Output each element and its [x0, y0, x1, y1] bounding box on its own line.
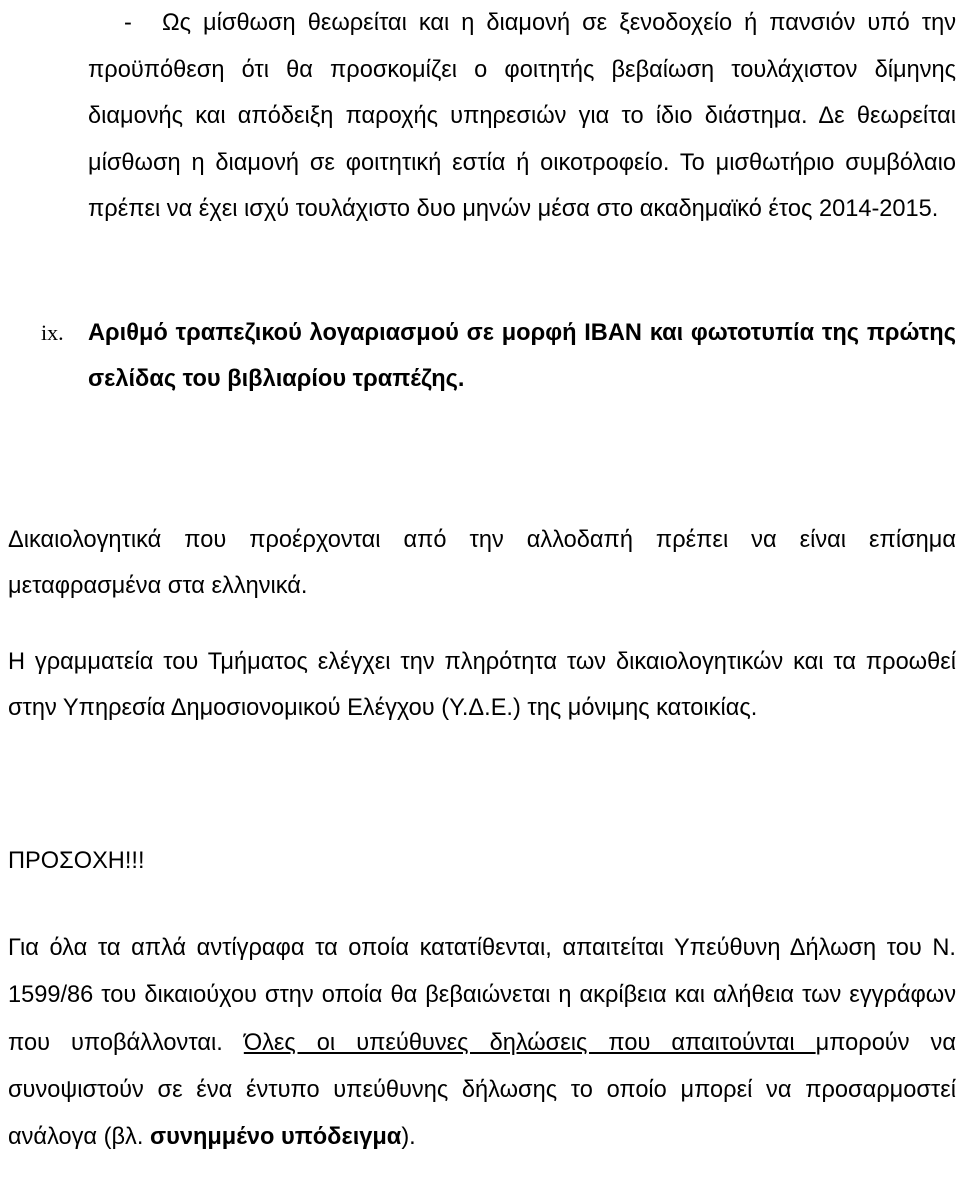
attention-paragraph [8, 925, 956, 1161]
underlined-declarations-text: Όλες οι υπεύθυνες δηλώσεις που απαιτούνται [243, 1029, 816, 1056]
bullet-dash: - [124, 10, 132, 36]
item-ix-text: Αριθμό τραπεζικού λογαριασμού σε μορφή IBAN και φωτοτυπία της πρώτης σελίδας του βιβλιαρίου τραπέζης. [88, 320, 956, 392]
attention-text-end: ). [401, 1124, 416, 1151]
secretariat-paragraph: Η γραμματεία του Τμήματος ελέγχει την πληρότητα των δικαιολογητικών και τα προωθεί στην Υπηρεσία Δημοσιονομικού Ελέγχου (Υ.Δ.Ε.) της μόνιμης κατοικίας. [8, 649, 956, 721]
attention-heading: ΠΡΟΣΟΧΗ!!! [8, 848, 145, 874]
foreign-documents-paragraph: Δικαιολογητικά που προέρχονται από την αλλοδαπή πρέπει να είναι επίσημα μεταφρασμένα στα ελληνικά. [8, 527, 956, 599]
item-ix-marker: ix. [41, 320, 64, 345]
rental-note-paragraph [88, 0, 956, 233]
rental-note-text: Ως μίσθωση θεωρείται και η διαμονή σε ξενοδοχείο ή πανσιόν υπό την προϋπόθεση ότι θα προσκομίζει ο φοιτητής βεβαίωση τουλάχιστον δίμηνης διαμονής και απόδειξη παροχής υπηρεσιών για το ίδιο διάστημα. Δε θεωρείται μίσθωση η διαμονή σε φοιτητική εστία ή οικοτροφείο. Το μισθωτήριο συμβόλαιο πρέπει να έχει ισχύ τουλάχιστο δυο μηνών μέσα στο ακαδημαϊκό έτος 2014-2015. [88, 10, 956, 222]
attention-text-part1: Για όλα τα απλά αντίγραφα τα οποία κατατίθενται, απαιτείται Υπεύθυνη Δήλωση του Ν. 1599/86 του δικαιούχου στην οποία θα βεβαιώνεται η ακρίβεια και αλήθεια των εγγράφων που υποβάλλονται. [8, 935, 956, 1056]
attached-template-text: συνημμένο υπόδειγμα [149, 1124, 402, 1151]
attention-text-part2: μπορούν να συνοψιστούν σε ένα έντυπο υπεύθυνης δήλωσης το οποίο μπορεί να προσαρμοστεί ανάλογα (βλ. [8, 1029, 956, 1151]
